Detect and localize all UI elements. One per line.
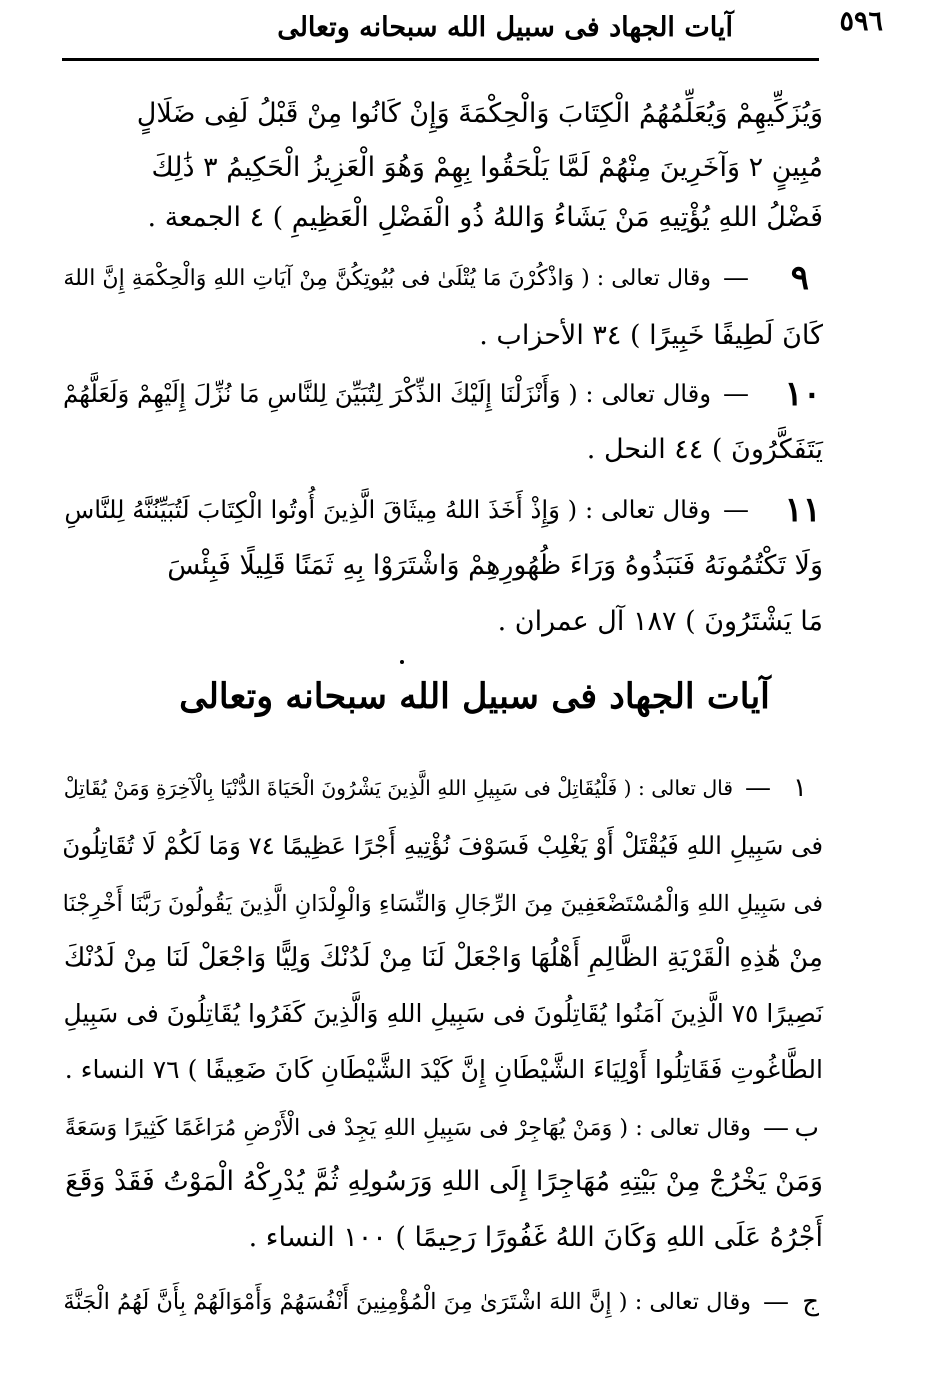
section-item-line: قال تعالى : ( فَلْيُقَاتِلْ فى سَبِيلِ اللهِ الَّذِينَ يَشْرُونَ الْحَيَاةَ الدُّنْيَا بِالْآخِرَةِ وَمَنْ يُقَاتِلْ: [63, 776, 733, 800]
page-number: ٥٩٦: [839, 6, 883, 37]
continuation-line-1: وَيُزَكِّيهِمْ وَيُعَلِّمُهُمُ الْكِتَابَ وَالْحِكْمَةَ وَإِنْ كَانُوا مِنْ قَبْلُ لَفِى ضَلَالٍ: [136, 98, 823, 129]
section-item-line: أَجْرُهُ عَلَى اللهِ وَكَانَ اللهُ غَفُورًا رَحِيمًا ) ١٠٠ النساء .: [248, 1222, 823, 1253]
item-line: كَانَ لَطِيفًا خَبِيرًا ) ٣٤ الأحزاب .: [479, 320, 823, 351]
section-item-line: مِنْ هَٰذِهِ الْقَرْيَةِ الظَّالِمِ أَهْلُهَا وَاجْعَلْ لَنَا مِنْ لَدُنْكَ وَلِيًّا وَاجْعَلْ لَنَا مِنْ لَدُنْكَ: [63, 943, 823, 973]
section-item-line: فى سَبِيلِ اللهِ وَالْمُسْتَضْعَفِينَ مِنَ الرِّجَالِ وَالنِّسَاءِ وَالْوِلْدَانِ الَّذِينَ يَقُولُونَ رَبَّنَا أَخْرِجْنَا: [62, 891, 823, 917]
section-item-line: وَمَنْ يَخْرُجْ مِنْ بَيْتِهِ مُهَاجِرًا إِلَى اللهِ وَرَسُولِهِ ثُمَّ يُدْرِكْهُ الْمَوْتُ فَقَدْ وَقَعَ: [65, 1166, 823, 1197]
item-line: وَلَا تَكْتُمُونَهُ فَنَبَذُوهُ وَرَاءَ ظُهُورِهِمْ وَاشْتَرَوْا بِهِ ثَمَنًا قَلِيلًا فَبِئْسَ: [167, 550, 823, 581]
page-header: [62, 2, 883, 61]
section-item-line: الطَّاغُوتِ فَقَاتِلُوا أَوْلِيَاءَ الشَّيْطَانِ إِنَّ كَيْدَ الشَّيْطَانِ كَانَ ضَعِيفًا ) ٧٦ النساء .: [64, 1055, 823, 1084]
item-dash: —: [745, 773, 771, 803]
item-line: مَا يَشْتَرُونَ ) ١٨٧ آل عمران .: [497, 606, 823, 637]
item-number: ١٠: [784, 374, 821, 414]
continuation-line-3: فَضْلُ اللهِ يُؤْتِيهِ مَنْ يَشَاءُ وَاللهُ ذُو الْفَضْلِ الْعَظِيمِ ) ٤ الجمعة .: [147, 202, 823, 233]
continuation-line-2: مُبِينٍ ٢ وَآخَرِينَ مِنْهُمْ لَمَّا يَلْحَقُوا بِهِمْ وَهُوَ الْعَزِيزُ الْحَكِيمُ ٣ ذَٰلِكَ: [151, 152, 823, 183]
item-dash: —: [763, 1113, 789, 1143]
item-dash: —: [723, 379, 749, 409]
section-item-line: نَصِيرًا ٧٥ الَّذِينَ آمَنُوا يُقَاتِلُونَ فى سَبِيلِ اللهِ وَالَّذِينَ كَفَرُوا يُقَاتِلُونَ فى سَبِيلِ: [63, 999, 823, 1028]
item-line: وقال تعالى : ( وَإِذْ أَخَذَ اللهُ مِيثَاقَ الَّذِينَ أُوتُوا الْكِتَابَ لَتُبَيِّنُنَّهُ لِلنَّاسِ: [64, 495, 711, 524]
section-title: آيات الجهاد فى سبيل الله سبحانه وتعالى: [179, 676, 770, 717]
item-line: وقال تعالى : ( وَاذْكُرْنَ مَا يُتْلَىٰ فى بُيُوتِكُنَّ مِنْ آيَاتِ اللهِ وَالْحِكْمَةِ إِنَّ اللهَ: [63, 265, 711, 291]
decorative-dot: [400, 660, 404, 664]
running-header-title: آيات الجهاد فى سبيل الله سبحانه وتعالى: [277, 12, 733, 43]
section-item-line: وقال تعالى : ( وَمَنْ يُهَاجِرْ فى سَبِيلِ اللهِ يَجِدْ فى الْأَرْضِ مُرَاغَمًا كَثِيرًا وَسَعَةً: [64, 1115, 751, 1141]
item-line: وقال تعالى : ( وَأَنْزَلْنَا إِلَيْكَ الذِّكْرَ لِتُبَيِّنَ لِلنَّاسِ مَا نُزِّلَ إِلَيْهِمْ وَلَعَلَّهُمْ: [62, 379, 711, 408]
item-number: ١١: [784, 490, 821, 530]
section-item-label: ١: [793, 773, 807, 803]
item-dash: —: [723, 495, 749, 525]
section-item-label: ب: [794, 1113, 819, 1143]
item-number: ٩: [790, 258, 809, 298]
item-dash: —: [763, 1287, 789, 1317]
section-item-label: ج: [802, 1287, 819, 1317]
item-dash: —: [723, 263, 749, 293]
section-item-line: وقال تعالى : ( إِنَّ اللهَ اشْتَرَىٰ مِنَ الْمُؤْمِنِينَ أَنْفُسَهُمْ وَأَمْوَالَهُمْ بِأَنَّ لَهُمُ الْجَنَّةَ: [63, 1289, 751, 1315]
section-item-line: فى سَبِيلِ اللهِ فَيُقْتَلْ أَوْ يَغْلِبْ فَسَوْفَ نُؤْتِيهِ أَجْرًا عَظِيمًا ٧٤ وَمَا لَكُمْ لَا تُقَاتِلُونَ: [62, 831, 823, 860]
item-line: يَتَفَكَّرُونَ ) ٤٤ النحل .: [586, 434, 823, 465]
